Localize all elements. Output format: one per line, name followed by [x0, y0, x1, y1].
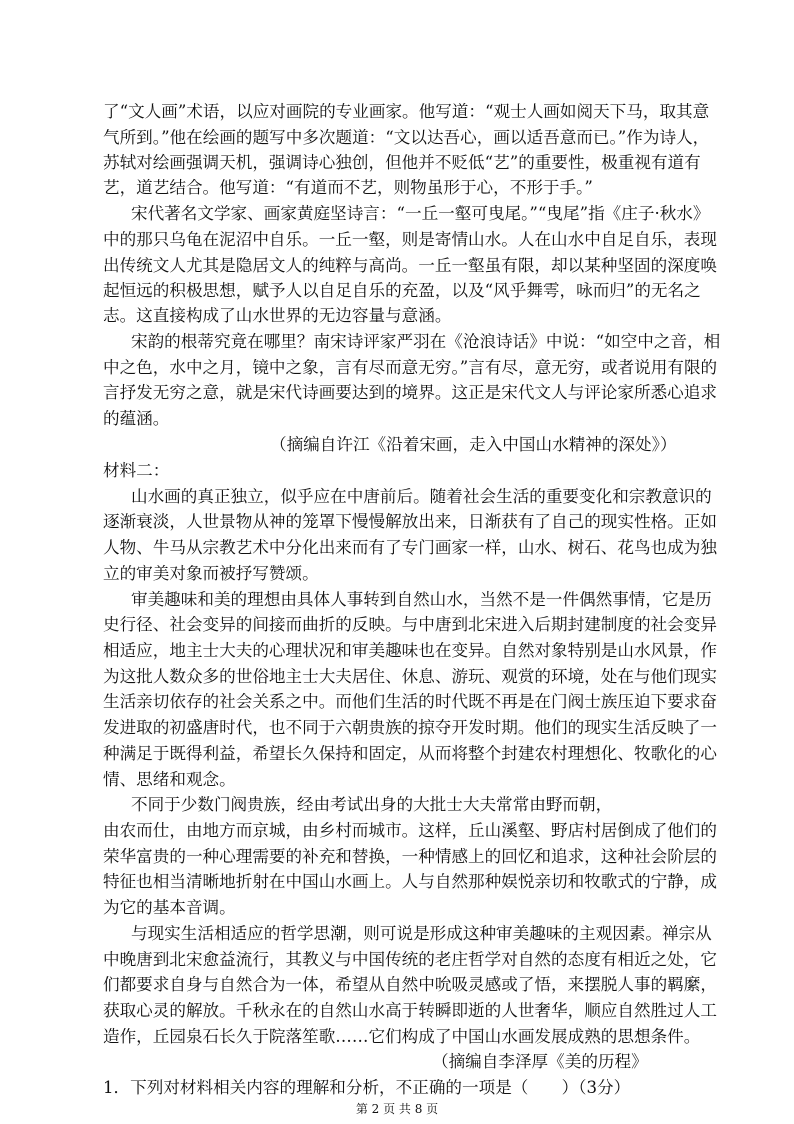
text-line: 中的那只乌龟在泥沼中自乐。一丘一壑，则是寄情山水。人在山水中自足自乐，表现 — [103, 230, 717, 249]
text-line: 言抒发无穷之意，就是宋代诗画要达到的境界。这正是宋代文人与评论家所悉心追求 — [103, 383, 717, 402]
text-line: 相适应，地主士大夫的心理状况和审美趣味也在变异。自然对象特别是山水风景，作 — [103, 641, 717, 660]
paragraph-first-line: 不同于少数门阀贵族，经由考试出身的大批士大夫常常由野而朝， — [131, 795, 613, 814]
text-line: 发进取的初盛唐时代，也不同于六朝贵族的掠夺开发时期。他们的现实生活反映了一 — [103, 718, 717, 737]
text-line: 生活亲切依存的社会关系之中。而他们生活的时代既不再是在门阀士族压迫下要求奋 — [103, 692, 717, 711]
source-citation: （摘编自许江《沿着宋画，走入中国山水精神的深处》） — [270, 435, 677, 454]
text-line: 获取心灵的解放。千秋永在的自然山水高于转瞬即逝的人世奢华，顺应自然胜过人工 — [103, 1001, 717, 1020]
text-line: 中晚唐到北宋愈益流行，其教义与中国传统的老庄哲学对自然的态度有相近之处，它 — [103, 950, 717, 969]
text-line: 荣华富贵的一种心理需要的补充和替换，一种情感上的回忆和追求，这种社会阶层的 — [103, 847, 717, 866]
text-line: 史行径、社会变异的间接而曲折的反映。与中唐到北宋进入后期封建制度的社会变异 — [103, 615, 717, 634]
question-text: 1．下列对材料相关内容的理解和分析，不正确的一项是（ ）（3分） — [103, 1078, 631, 1097]
paragraph-first-line: 审美趣味和美的理想由具体人事转到自然山水，当然不是一件偶然事情，它是历 — [131, 590, 712, 609]
paragraph-first-line: 宋韵的根蒂究竟在哪里？南宋诗评家严羽在《沧浪诗话》中说：“如空中之音，相 — [131, 332, 721, 351]
text-line: 气所到。”他在绘画的题写中多次题道：“文以达吾心，画以适吾意而已。”作为诗人， — [103, 128, 710, 147]
text-line: 情、思绪和观念。 — [103, 770, 236, 789]
text-line: 逐渐衰淡，人世景物从神的笼罩下慢慢解放出来，日渐获有了自己的现实性格。正如 — [103, 512, 717, 531]
text-line: 起恒远的积极思想，赋予人以自足自乐的充盈，以及“风乎舞雩，咏而归”的无名之 — [103, 281, 701, 300]
text-line: 立的审美对象而被抒写赞颂。 — [103, 564, 319, 583]
text-line: 的蕴涵。 — [103, 409, 170, 428]
text-line: 了“文人画”术语，以应对画院的专业画家。他写道：“观士人画如阅天下马，取其意 — [103, 102, 710, 121]
text-line: 种满足于既得利益，希望长久保持和固定，从而将整个封建农村理想化、牧歌化的心 — [103, 744, 717, 763]
text-line: 由农而仕，由地方而京城，由乡村而城市。这样，丘山溪壑、野店村居倒成了他们的 — [103, 821, 717, 840]
text-line: 艺，道艺结合。他写道：“有道而不艺，则物虽形于心，不形于手。” — [103, 178, 593, 197]
page-footer: 第 2 页 共 8 页 — [355, 1102, 439, 1116]
paragraph-first-line: 宋代著名文学家、画家黄庭坚诗言：“一丘一壑可曳尾。”“曳尾”指《庄子·秋水》 — [131, 204, 710, 223]
text-line: 特征也相当清晰地折射在中国山水画上。人与自然那种娱悦亲切和牧歌式的宁静，成 — [103, 872, 717, 891]
text-line: 出传统文人尤其是隐居文人的纯粹与高尚。一丘一壑虽有限，却以某种坚固的深度唤 — [103, 256, 717, 275]
text-line: 造作，丘园泉石长久于院落笙歌……它们构成了中国山水画发展成熟的思想条件。 — [103, 1027, 701, 1046]
paragraph-first-line: 山水画的真正独立，似乎应在中唐前后。随着社会生活的重要变化和宗教意识的 — [131, 487, 712, 506]
text-line: 为这批人数众多的世俗地主士大夫居住、休息、游玩、观赏的环境，处在与他们现实 — [103, 667, 717, 686]
text-line: 们都要求自身与自然合为一体，希望从自然中吮吸灵感或了悟，来摆脱人事的羁縻， — [103, 975, 717, 994]
text-line: 为它的基本音调。 — [103, 898, 236, 917]
source-citation: （摘编自李泽厚《美的历程》 — [432, 1052, 648, 1071]
section-heading: 材料二： — [103, 461, 170, 480]
text-line: 人物、牛马从宗教艺术中分化出来而有了专门画家一样，山水、树石、花鸟也成为独 — [103, 538, 717, 557]
paragraph-first-line: 与现实生活相适应的哲学思潮，则可说是形成这种审美趣味的主观因素。禅宗从 — [131, 924, 712, 943]
text-line: 中之色，水中之月，镜中之象，言有尽而意无穷。”言有尽，意无穷，或者说用有限的 — [103, 358, 718, 377]
text-line: 志。这直接构成了山水世界的无边容量与意涵。 — [103, 306, 452, 325]
text-line: 苏轼对绘画强调天机，强调诗心独创，但他并不贬低“艺”的重要性，极重视有道有 — [103, 153, 701, 172]
